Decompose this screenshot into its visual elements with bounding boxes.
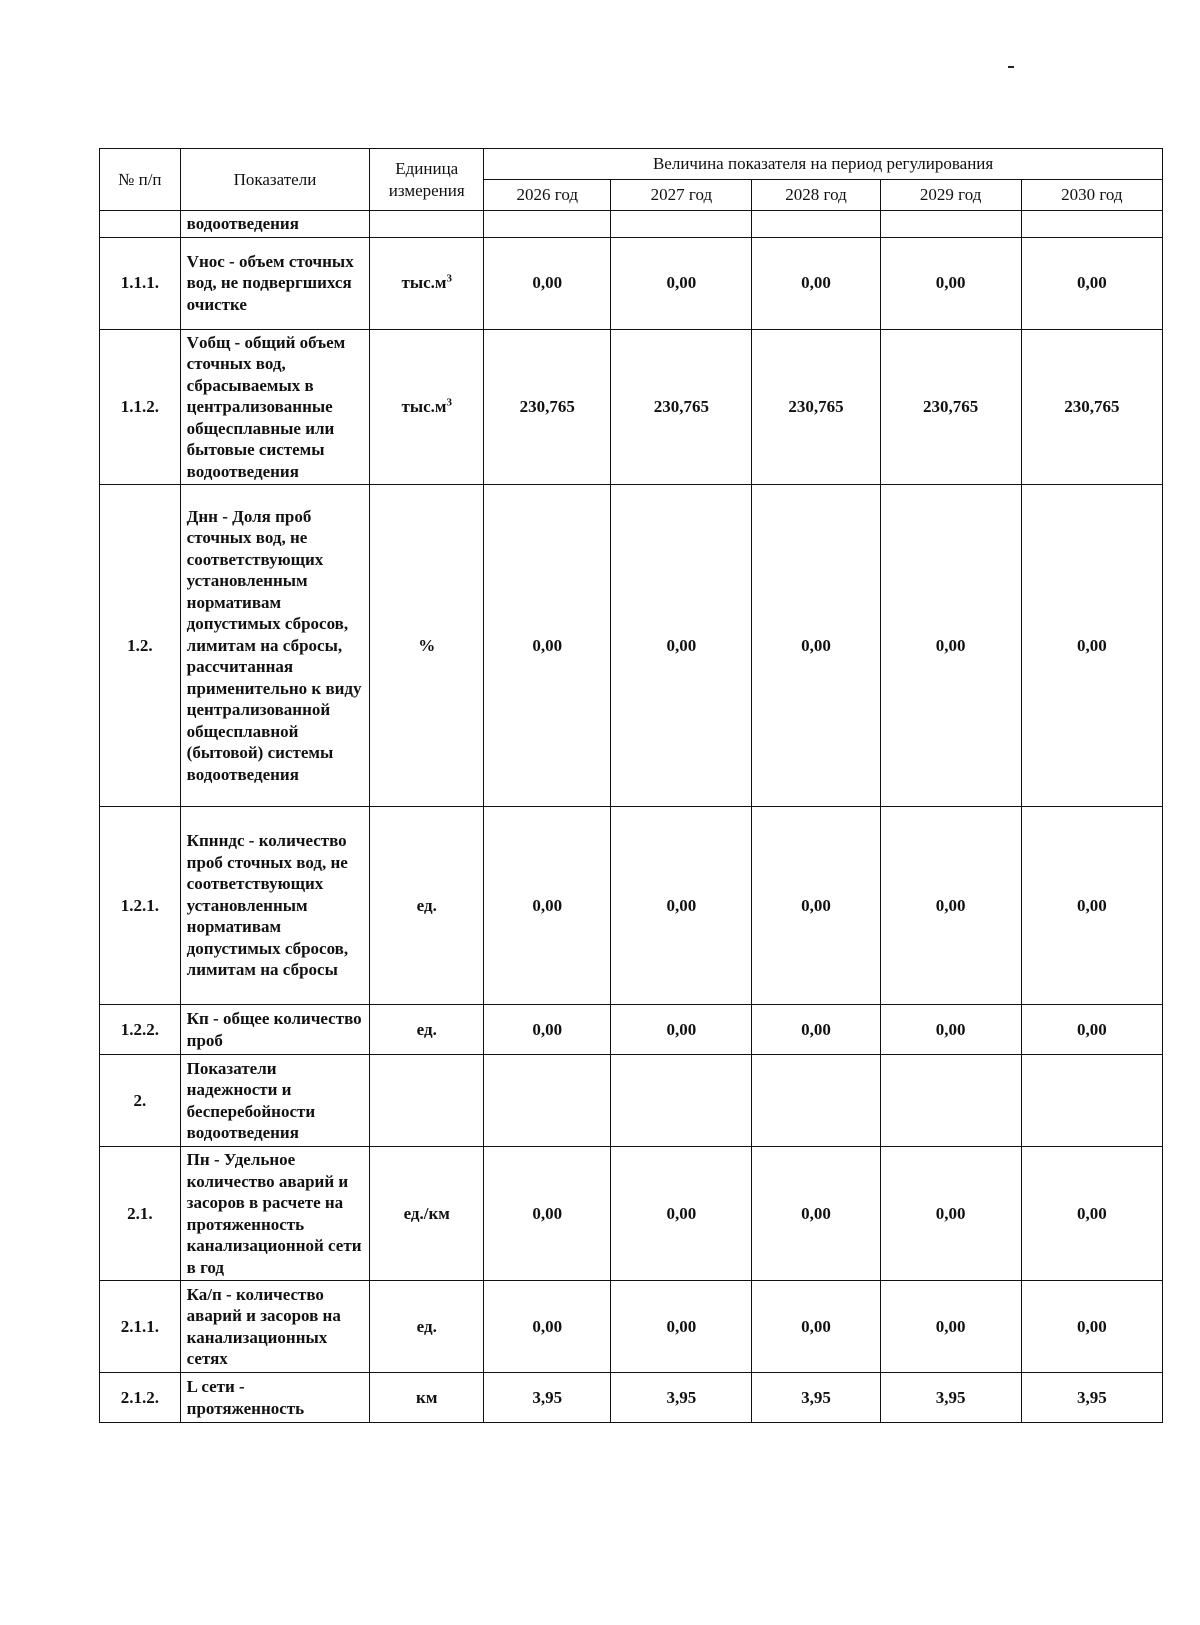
row-value: 3,95 — [880, 1373, 1021, 1423]
row-value: 0,00 — [484, 1147, 611, 1281]
row-indicator-name: Кп - общее количество проб — [180, 1005, 370, 1055]
header-indicator: Показатели — [180, 149, 370, 211]
row-value: 0,00 — [611, 485, 752, 807]
row-value — [484, 1055, 611, 1147]
row-value: 0,00 — [1021, 1281, 1162, 1373]
row-value: 3,95 — [484, 1373, 611, 1423]
row-indicator-name: Vнос - объем сточных вод, не подвергшихся очистке — [180, 237, 370, 329]
row-code: 1.2. — [100, 485, 181, 807]
row-value: 0,00 — [880, 807, 1021, 1005]
header-year: 2028 год — [752, 180, 880, 211]
header-year: 2030 год — [1021, 180, 1162, 211]
row-value: 0,00 — [611, 1281, 752, 1373]
row-value: 0,00 — [1021, 807, 1162, 1005]
row-code: 2.1. — [100, 1147, 181, 1281]
row-indicator-name: L сети - протяженность — [180, 1373, 370, 1423]
header-row — [100, 149, 1163, 180]
row-indicator-name: Кпнндс - количество проб сточных вод, не соответствующих установленным нормативам допустимых сбросов, лимитам на сбросы — [180, 807, 370, 1005]
table-row — [100, 237, 1163, 329]
row-value: 0,00 — [484, 807, 611, 1005]
indicators-table — [99, 148, 1163, 1423]
row-indicator-name: Днн - Доля проб сточных вод, не соответствующих установленным нормативам допустимых сбросов, лимитам на сбросы, рассчитанная применительно к виду централизованной общесплавной (бытовой) системы водоотведения — [180, 485, 370, 807]
table-row — [100, 1005, 1163, 1055]
header-year: 2029 год — [880, 180, 1021, 211]
row-code: 1.2.1. — [100, 807, 181, 1005]
row-value: 230,765 — [484, 329, 611, 485]
table-row — [100, 329, 1163, 485]
row-unit-superscript: 3 — [446, 272, 452, 285]
row-value: 3,95 — [752, 1373, 880, 1423]
row-value: 0,00 — [484, 1281, 611, 1373]
row-code: 1.2.2. — [100, 1005, 181, 1055]
row-indicator-name: Показатели надежности и бесперебойности водоотведения — [180, 1055, 370, 1147]
row-value: 0,00 — [752, 1281, 880, 1373]
row-code — [100, 211, 181, 238]
row-value: 0,00 — [880, 485, 1021, 807]
row-unit-text: тыс.м — [401, 273, 447, 293]
row-value: 0,00 — [880, 1005, 1021, 1055]
row-value: 230,765 — [1021, 329, 1162, 485]
row-unit — [370, 1055, 484, 1147]
row-indicator-name: водоотведения — [180, 211, 370, 238]
row-value: 0,00 — [1021, 237, 1162, 329]
row-value: 0,00 — [611, 1005, 752, 1055]
row-code: 2.1.1. — [100, 1281, 181, 1373]
table-row — [100, 807, 1163, 1005]
row-indicator-name: Пн - Удельное количество аварий и засоров в расчете на протяженность канализационной сети в год — [180, 1147, 370, 1281]
row-unit — [370, 211, 484, 238]
row-unit-text: ед. — [416, 1019, 437, 1039]
table-row — [100, 1055, 1163, 1147]
row-unit-text: % — [418, 635, 436, 655]
page-mark — [1008, 66, 1014, 68]
row-value: 0,00 — [752, 1005, 880, 1055]
row-code: 2. — [100, 1055, 181, 1147]
row-value — [880, 211, 1021, 238]
row-value: 0,00 — [611, 807, 752, 1005]
row-value: 0,00 — [752, 237, 880, 329]
row-unit-superscript: 3 — [446, 396, 452, 409]
row-unit — [370, 237, 484, 329]
table-row — [100, 1281, 1163, 1373]
row-unit — [370, 329, 484, 485]
row-value: 0,00 — [1021, 1147, 1162, 1281]
row-value: 0,00 — [611, 237, 752, 329]
row-value: 0,00 — [880, 237, 1021, 329]
row-unit — [370, 485, 484, 807]
row-indicator-name: Ка/п - количество аварий и засоров на канализационных сетях — [180, 1281, 370, 1373]
header-period: Величина показателя на период регулирования — [484, 149, 1163, 180]
row-unit-text: ед. — [416, 895, 437, 915]
row-value: 3,95 — [1021, 1373, 1162, 1423]
row-value: 0,00 — [484, 485, 611, 807]
row-unit — [370, 1281, 484, 1373]
row-value: 230,765 — [880, 329, 1021, 485]
row-code: 1.1.2. — [100, 329, 181, 485]
header-year: 2026 год — [484, 180, 611, 211]
row-unit — [370, 1005, 484, 1055]
row-unit-text: км — [416, 1387, 438, 1407]
row-value: 0,00 — [484, 237, 611, 329]
row-unit — [370, 1147, 484, 1281]
table-row — [100, 1147, 1163, 1281]
table-body — [100, 211, 1163, 1423]
header-num: № п/п — [100, 149, 181, 211]
table-row — [100, 1373, 1163, 1423]
row-value: 0,00 — [611, 1147, 752, 1281]
row-value — [1021, 211, 1162, 238]
row-value: 0,00 — [880, 1147, 1021, 1281]
row-code: 1.1.1. — [100, 237, 181, 329]
row-value — [1021, 1055, 1162, 1147]
row-value: 0,00 — [752, 807, 880, 1005]
row-value — [611, 211, 752, 238]
row-value — [880, 1055, 1021, 1147]
table-row — [100, 485, 1163, 807]
header-unit: Единица измерения — [370, 149, 484, 211]
header-year: 2027 год — [611, 180, 752, 211]
row-value: 0,00 — [484, 1005, 611, 1055]
row-unit — [370, 1373, 484, 1423]
row-value: 0,00 — [1021, 485, 1162, 807]
row-unit-text: ед. — [416, 1316, 437, 1336]
table-row — [100, 211, 1163, 238]
row-unit — [370, 807, 484, 1005]
row-value: 230,765 — [611, 329, 752, 485]
row-value — [752, 1055, 880, 1147]
row-value — [611, 1055, 752, 1147]
row-value: 0,00 — [752, 485, 880, 807]
row-value: 0,00 — [880, 1281, 1021, 1373]
row-unit-text: тыс.м — [401, 397, 447, 416]
row-value: 0,00 — [752, 1147, 880, 1281]
row-value: 3,95 — [611, 1373, 752, 1423]
row-value — [752, 211, 880, 238]
row-indicator-name: Vобщ - общий объем сточных вод, сбрасываемых в централизованные общесплавные или бытовые системы водоотведения — [180, 329, 370, 485]
row-value: 230,765 — [752, 329, 880, 485]
row-code: 2.1.2. — [100, 1373, 181, 1423]
row-unit-text: ед./км — [403, 1203, 450, 1223]
row-value: 0,00 — [1021, 1005, 1162, 1055]
row-value — [484, 211, 611, 238]
